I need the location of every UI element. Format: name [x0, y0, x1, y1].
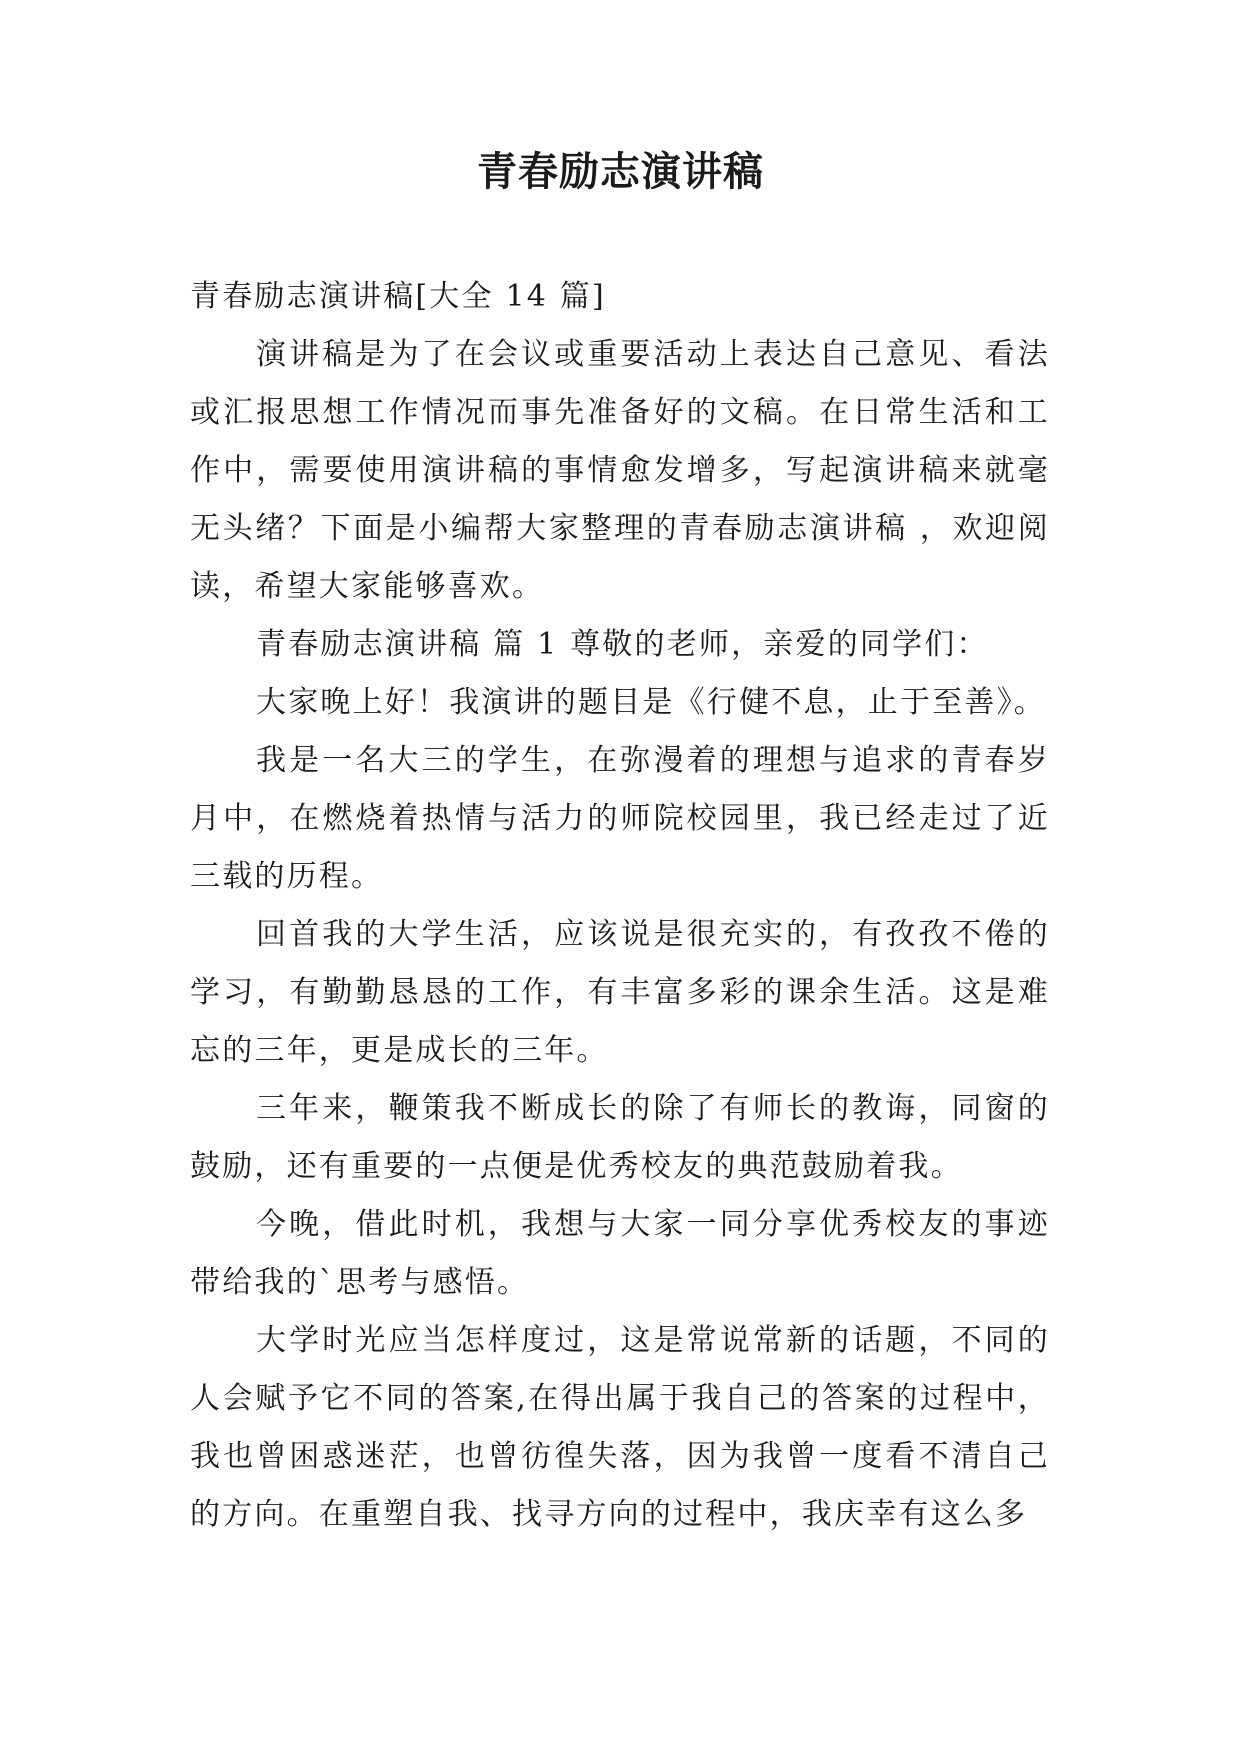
body-paragraph: 大学时光应当怎样度过，这是常说常新的话题，不同的人会赋予它不同的答案,在得出属于我自己的答案的过程中，我也曾困惑迷茫，也曾彷徨失落，因为我曾一度看不清自己的方向。在重塑自我、找寻方向的过程中，我庆幸有这么多 — [190, 1323, 1050, 1532]
body-paragraph: 今晚，借此时机，我想与大家一同分享优秀校友的事迹带给我的`思考与感悟。 — [190, 1207, 1050, 1300]
subtitle-paragraph: 青春励志演讲稿[大全 14 篇] — [190, 279, 606, 314]
body-paragraph: 回首我的大学生活，应该说是很充实的，有孜孜不倦的学习，有勤勤恳恳的工作，有丰富多彩的课余生活。这是难忘的三年，更是成长的三年。 — [190, 917, 1050, 1068]
body-paragraph: 三年来，鞭策我不断成长的除了有师长的教诲，同窗的鼓励，还有重要的一点便是优秀校友的典范鼓励着我。 — [190, 1091, 1050, 1184]
greeting-paragraph: 大家晚上好！我演讲的题目是《行健不息，止于至善》。 — [256, 685, 1046, 720]
body-paragraph: 我是一名大三的学生，在弥漫着的理想与追求的青春岁月中，在燃烧着热情与活力的师院校园里，我已经走过了近三载的历程。 — [190, 743, 1050, 894]
document-title: 青春励志演讲稿 — [477, 148, 764, 195]
document-body — [190, 268, 1050, 1544]
intro-paragraph: 演讲稿是为了在会议或重要活动上表达自己意见、看法或汇报思想工作情况而事先准备好的文稿。在日常生活和工作中，需要使用演讲稿的事情愈发增多，写起演讲稿来就毫无头绪？下面是小编帮大家整理的青春励志演讲稿 ，欢迎阅读，希望大家能够喜欢。 — [190, 337, 1050, 604]
speech-heading-paragraph: 青春励志演讲稿 篇 1 尊敬的老师，亲爱的同学们： — [256, 627, 989, 662]
